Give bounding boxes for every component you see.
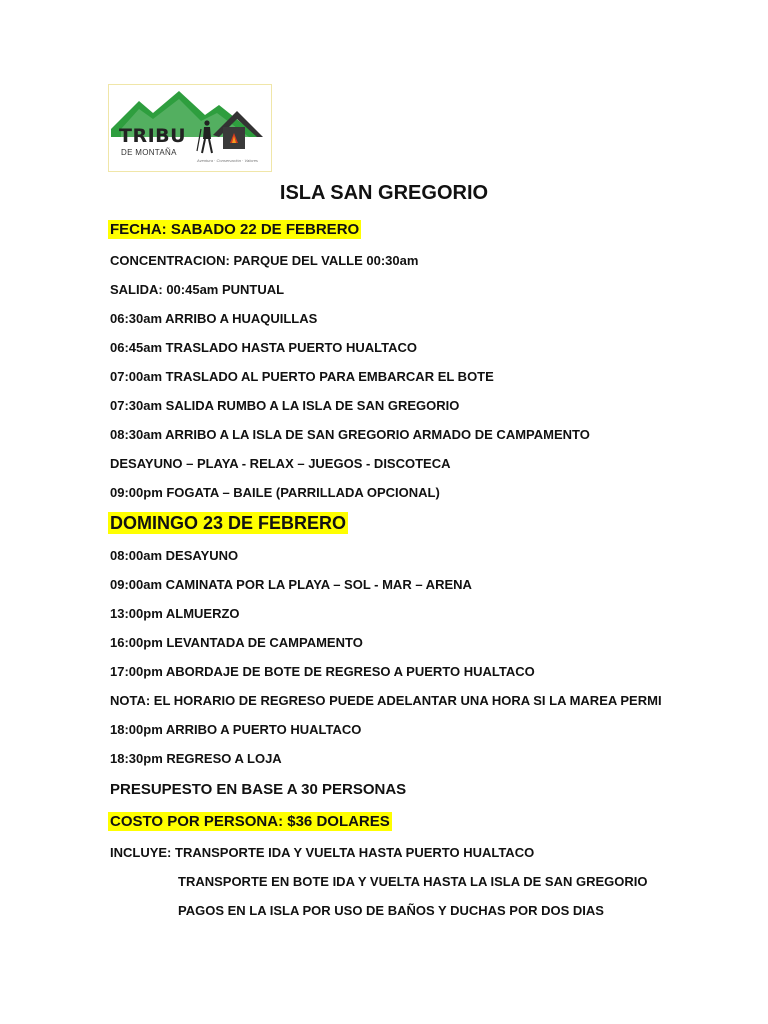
- includes-item: INCLUYE: TRANSPORTE IDA Y VUELTA HASTA PUERTO HUALTACO: [110, 845, 535, 860]
- schedule-item: 13:00pm ALMUERZO: [110, 606, 240, 621]
- budget-heading: PRESUPESTO EN BASE A 30 PERSONAS: [110, 781, 407, 798]
- date-heading-text: FECHA: SABADO 22 DE FEBRERO: [110, 221, 360, 238]
- schedule-item: 18:00pm ARRIBO A PUERTO HUALTACO: [110, 722, 362, 737]
- schedule-item: 08:00am DESAYUNO: [110, 548, 239, 563]
- logo-tagline: Aventura · Conservación · Valores: [197, 158, 258, 163]
- schedule-item: 07:30am SALIDA RUMBO A LA ISLA DE SAN GREGORIO: [110, 398, 460, 413]
- page-title: ISLA SAN GREGORIO: [279, 182, 489, 204]
- schedule-item: 09:00pm FOGATA – BAILE (PARRILLADA OPCIONAL): [110, 485, 440, 500]
- company-logo: [108, 84, 272, 172]
- schedule-item: 06:30am ARRIBO A HUAQUILLAS: [110, 311, 318, 326]
- schedule-note: NOTA: EL HORARIO DE REGRESO PUEDE ADELANTAR UNA HORA SI LA MAREA PERMI: [110, 693, 662, 708]
- includes-item: TRANSPORTE EN BOTE IDA Y VUELTA HASTA LA ISLA DE SAN GREGORIO: [178, 874, 648, 889]
- schedule-item: 16:00pm LEVANTADA DE CAMPAMENTO: [110, 635, 363, 650]
- schedule-item: 17:00pm ABORDAJE DE BOTE DE REGRESO A PUERTO HUALTACO: [110, 664, 535, 679]
- schedule-item: SALIDA: 00:45am PUNTUAL: [110, 282, 285, 297]
- includes-item: PAGOS EN LA ISLA POR USO DE BAÑOS Y DUCHAS POR DOS DIAS: [178, 903, 604, 918]
- cost-heading: [110, 813, 392, 830]
- day2-heading-text: DOMINGO 23 DE FEBRERO: [110, 513, 347, 533]
- schedule-item: 08:30am ARRIBO A LA ISLA DE SAN GREGORIO ARMADO DE CAMPAMENTO: [110, 427, 590, 442]
- logo-brand-text: TRIBU: [119, 125, 187, 147]
- schedule-item: 18:30pm REGRESO A LOJA: [110, 751, 282, 766]
- schedule-item: CONCENTRACION: PARQUE DEL VALLE 00:30am: [110, 253, 419, 268]
- day2-heading: [110, 513, 348, 534]
- schedule-item: DESAYUNO – PLAYA - RELAX – JUEGOS - DISCOTECA: [110, 456, 451, 471]
- logo-subtitle: DE MONTAÑA: [121, 148, 177, 157]
- cost-heading-text: COSTO POR PERSONA: $36 DOLARES: [110, 813, 390, 830]
- schedule-item: 07:00am TRASLADO AL PUERTO PARA EMBARCAR EL BOTE: [110, 369, 494, 384]
- schedule-item: 09:00am CAMINATA POR LA PLAYA – SOL - MAR – ARENA: [110, 577, 472, 592]
- date-heading: [110, 221, 361, 238]
- schedule-item: 06:45am TRASLADO HASTA PUERTO HUALTACO: [110, 340, 417, 355]
